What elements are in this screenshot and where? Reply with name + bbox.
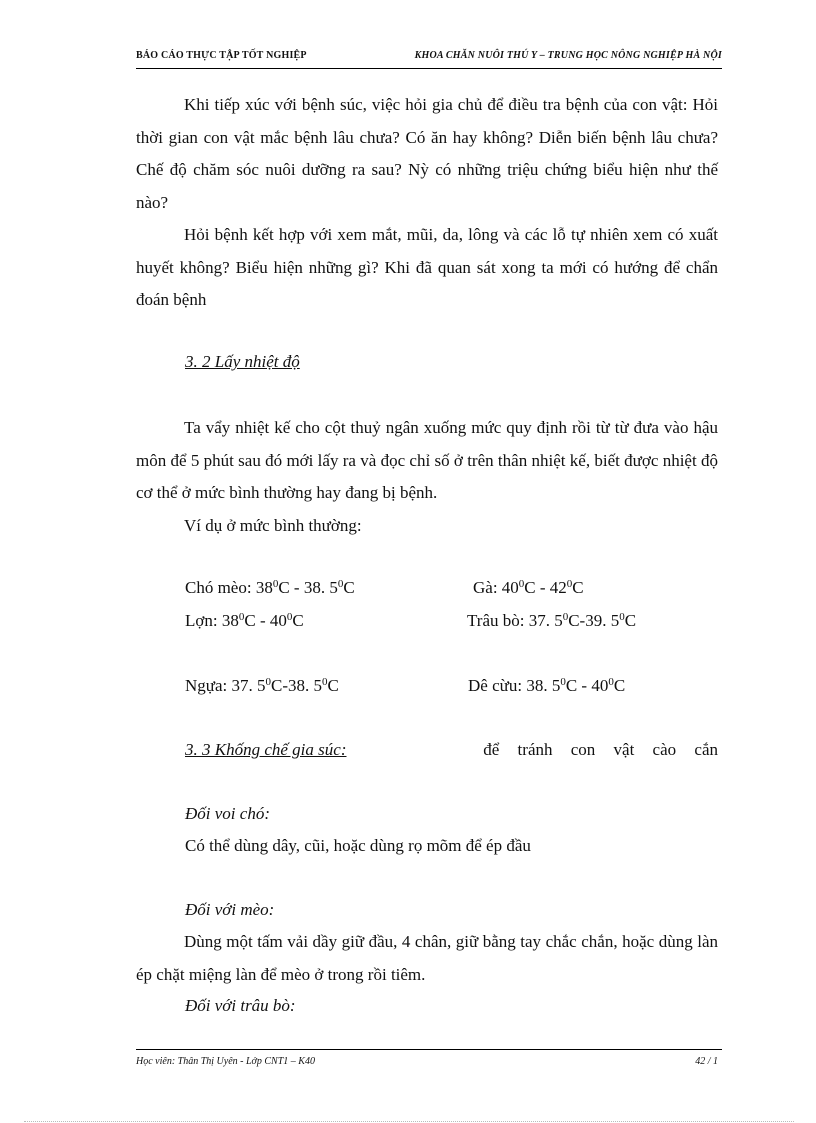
header-department: KHOA CHĂN NUÔI THÚ Y – TRUNG HỌC NÔNG NGHIỆP HÀ NỘI	[414, 50, 722, 61]
footer-page-number: 42 / 1	[695, 1056, 718, 1067]
page-bottom-divider	[24, 1121, 794, 1122]
temp-lon: Lợn: $38^0C - 40^0C$	[185, 611, 304, 630]
section-3-2-body	[136, 412, 718, 542]
intro-section	[136, 89, 718, 317]
dog-subheading: Đối voi chó:	[185, 804, 270, 823]
footer-student: Học viên: Thân Thị Uyên - Lớp CNT1 – K40	[136, 1056, 315, 1067]
section-3-3-heading: 3. 3 Khống chế gia súc:	[185, 740, 347, 759]
cat-body	[136, 926, 718, 991]
dog-text: Có thể dùng dây, cũi, hoặc dùng rọ mõm để ép đầu	[185, 836, 531, 855]
example-intro: Ví dụ ở mức bình thường:	[184, 515, 362, 535]
page-footer	[136, 1049, 722, 1074]
temp-trau-bo: Trâu bò: 37. $5^0C-39$. $5^0C$	[467, 611, 637, 630]
header-report-title: BÁO CÁO THỰC TẬP TỐT NGHIỆP	[136, 50, 307, 61]
cat-text: Dùng một tấm vải dầy giữ đầu, 4 chân, giữ bằng tay chắc chắn, hoặc dùng làn ép chặt miệng làn để mèo ở trong rồi tiêm.	[136, 932, 718, 984]
intro-paragraph-1: Khi tiếp xúc với bệnh súc, việc hỏi gia chủ để điều tra bệnh của con vật: Hỏi thời gian con vật mắc bệnh lâu chưa? Có ăn hay không? Diễn biến bệnh lâu chưa? Chế độ chăm sóc nuôi dưỡng ra sau? Nỳ có những triệu chứng biểu hiện như thế nào?	[136, 95, 718, 212]
thermometer-paragraph: Ta vẩy nhiệt kế cho cột thuỷ ngân xuống mức quy định rồi từ từ đưa vào hậu môn để 5 phút sau đó mới lấy ra và đọc chỉ số ở trên thân nhiệt kế, biết được nhiệt độ cơ thể ở mức bình thường hay đang bị bệnh.	[136, 418, 718, 502]
temp-cho-meo: Chó mèo: $38^0C - 38$. $5^0C$	[185, 578, 355, 597]
section-3-2-heading: 3. 2 Lấy nhiệt độ	[185, 352, 300, 371]
section-3-3-line	[185, 740, 718, 760]
cattle-subheading: Đối với trâu bò:	[185, 996, 296, 1015]
intro-paragraph-2: Hỏi bệnh kết hợp với xem mắt, mũi, da, lông và các lỗ tự nhiên xem có xuất huyết không? Biểu hiện những gì? Khi đã quan sát xong ta mới có hướng để chẩn đoán bệnh	[136, 225, 718, 309]
section-3-3-rest: để tránh con vật cào cắn	[483, 740, 718, 759]
temp-de-cuu: Dê cừu: 38. $5^0C - 40^0C$	[468, 676, 626, 695]
temp-ngua: Ngựa: 37. $5^0C-38$. $5^0C$	[185, 676, 339, 695]
temp-ga: Gà: $40^0C - 42^0C$	[473, 578, 584, 597]
page-header	[136, 46, 722, 69]
cat-subheading: Đối với mèo:	[185, 900, 275, 919]
